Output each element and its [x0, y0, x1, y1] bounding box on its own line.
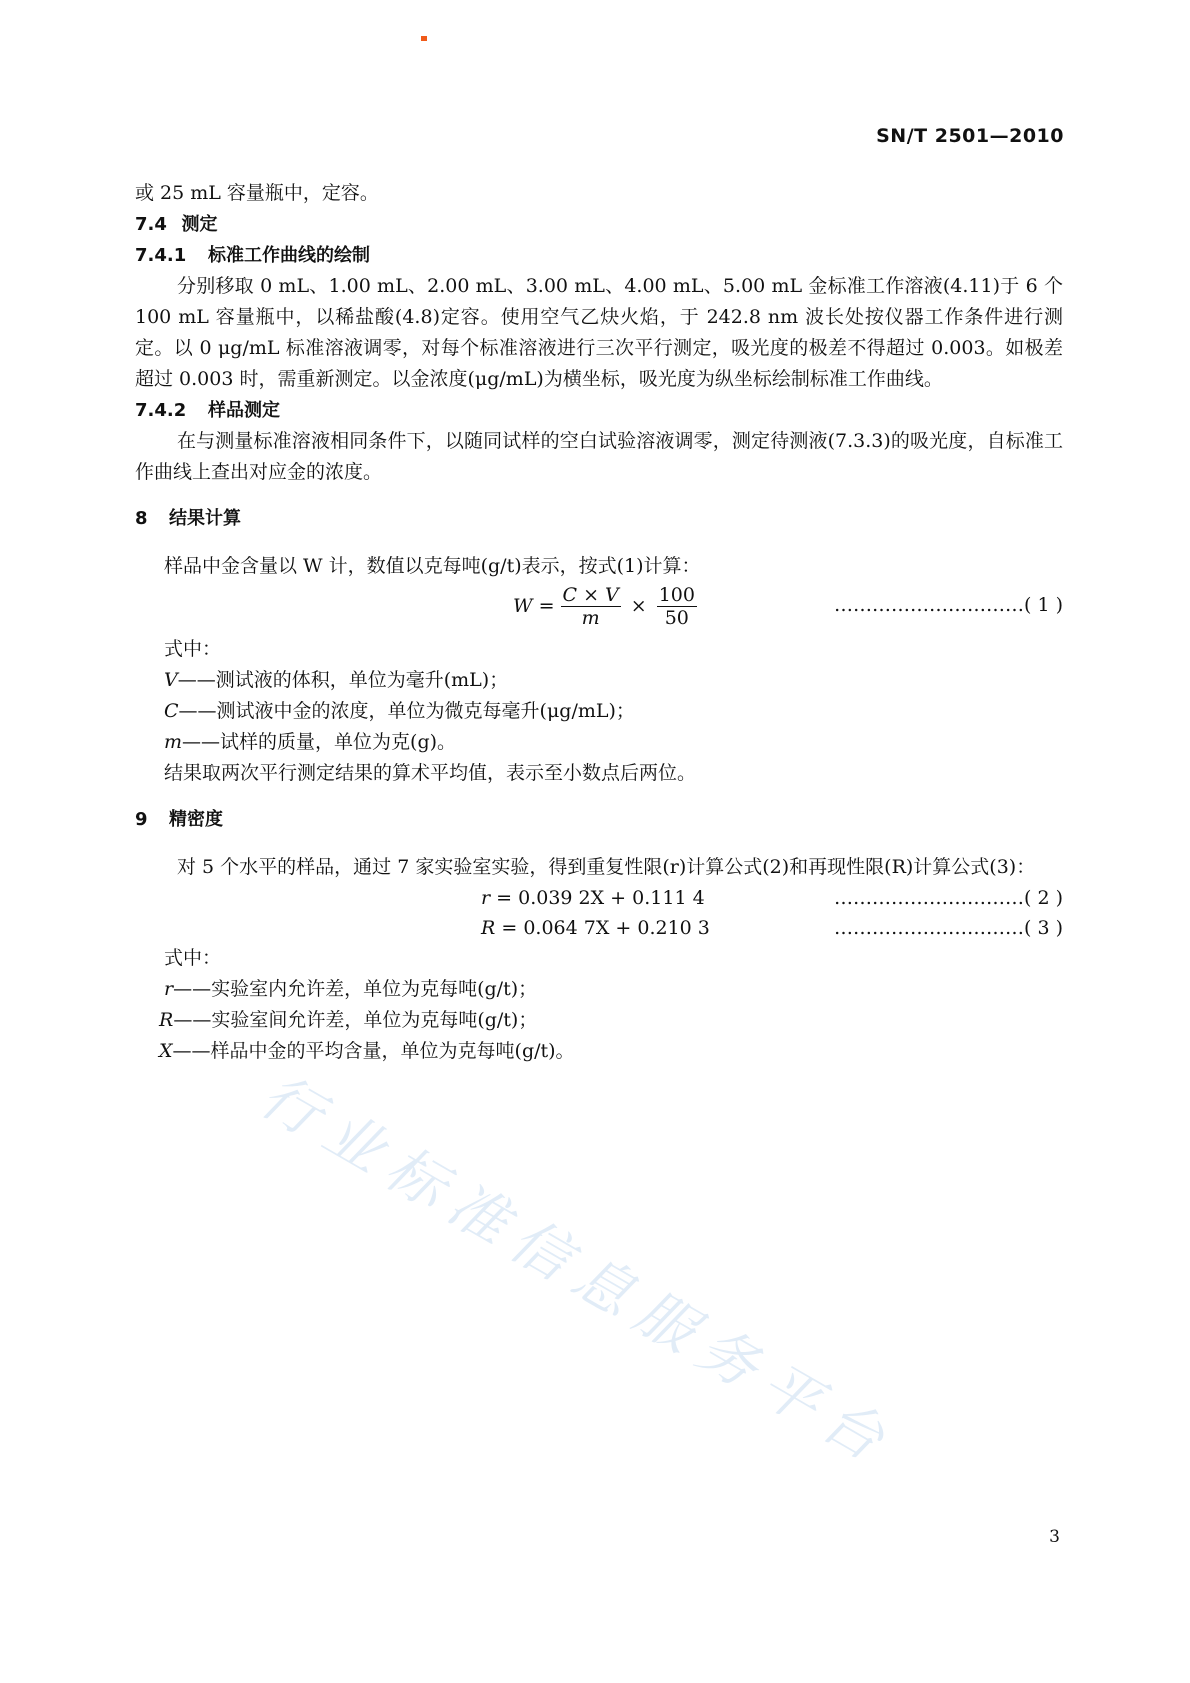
heading-number: 7.4 [135, 214, 167, 235]
formula-1 [135, 584, 1063, 630]
orange-dot-mark [421, 36, 427, 41]
denominator: m [581, 607, 600, 629]
definition-row [135, 974, 1063, 1005]
formula-2 [135, 883, 1063, 913]
definition-row [135, 665, 1063, 696]
definition-text: ——实验室内允许差，单位为克每吨(g/t)； [173, 978, 538, 1000]
where-label-9: 式中： [164, 947, 222, 969]
heading-title: 标准工作曲线的绘制 [208, 245, 370, 266]
definition-text: ——测试液中金的浓度，单位为微克每毫升(μg/mL)； [178, 700, 635, 722]
variable: R [159, 1009, 174, 1031]
denominator: 50 [664, 607, 689, 629]
paragraph-7-4-1: 分别移取 0 mL、1.00 mL、2.00 mL、3.00 mL、4.00 mL、5.00 mL 金标准工作溶液(4.11)于 6 个 100 mL 容量瓶中，以稀盐酸(4.8)定容。使用空气乙炔火焰，于 242.8 nm 波长处按仪器工作条件进行测定。以 0 μg/mL 标准溶液调零，对每个标准溶液进行三次平行测定，吸光度的极差不得超过 0.003。如极差超过 0.003 时，需重新测定。以金浓度(μg/mL)为横坐标，吸光度为纵坐标绘制标准工作曲线。 [135, 275, 1063, 390]
heading-8 [135, 503, 1063, 534]
numerator: 100 [658, 584, 695, 606]
heading-7-4-1 [135, 240, 1063, 271]
definition-text: ——试样的质量，单位为克(g)。 [182, 731, 457, 753]
variable: C [164, 700, 179, 722]
times-sign: × [630, 595, 647, 617]
heading-title: 精密度 [169, 809, 223, 830]
definition-text: ——实验室间允许差，单位为克每吨(g/t)； [173, 1009, 538, 1031]
fraction-100-50 [657, 584, 697, 629]
formula-lhs: W = [513, 595, 555, 617]
heading-title: 测定 [181, 214, 218, 235]
page-number: 3 [1049, 1527, 1060, 1547]
watermark: 行业标准信息服务平台 [249, 1061, 908, 1481]
variable: m [164, 731, 183, 753]
definition-row [135, 1036, 1063, 1067]
standard-code: SN/T 2501—2010 [876, 125, 1064, 147]
variable: X [159, 1040, 173, 1062]
definition-text: ——样品中金的平均含量，单位为克每吨(g/t)。 [172, 1040, 575, 1062]
variable: r [164, 978, 174, 1000]
definition-row [135, 696, 1063, 727]
definition-text: ——测试液的体积，单位为毫升(mL)； [177, 669, 509, 691]
intro-9: 对 5 个水平的样品，通过 7 家实验室实验，得到重复性限(r)计算公式(2)和再现性限(R)计算公式(3)： [177, 856, 1036, 878]
heading-title: 结果计算 [169, 508, 241, 529]
heading-number: 7.4.2 [135, 400, 187, 421]
result-statement: 结果取两次平行测定结果的算术平均值，表示至小数点后两位。 [164, 762, 697, 784]
formula-rhs: = 0.064 7X + 0.210 3 [501, 917, 710, 939]
intro-8: 样品中金含量以 W 计，数值以克每吨(g/t)表示，按式(1)计算： [164, 555, 701, 577]
heading-title: 样品测定 [208, 400, 280, 421]
heading-number: 7.4.1 [135, 245, 187, 266]
fraction-cv-m [561, 584, 621, 629]
heading-number: 9 [135, 809, 148, 830]
equation-number-1: …………………………( 1 ) [834, 594, 1063, 616]
heading-9 [135, 804, 1063, 835]
variable: r [481, 887, 491, 909]
equation-number-3: …………………………( 3 ) [834, 917, 1063, 939]
formula-rhs: = 0.039 2X + 0.111 4 [496, 887, 705, 909]
definition-row [135, 1005, 1063, 1036]
definition-row [135, 727, 1063, 758]
document-body [135, 178, 1063, 1067]
continued-line: 或 25 mL 容量瓶中，定容。 [135, 182, 379, 204]
variable: V [164, 669, 178, 691]
heading-number: 8 [135, 508, 148, 529]
heading-7-4-2 [135, 395, 1063, 426]
numerator: C × V [562, 584, 619, 606]
paragraph-7-4-2: 在与测量标准溶液相同条件下，以随同试样的空白试验溶液调零，测定待测液(7.3.3)的吸光度，自标准工作曲线上查出对应金的浓度。 [135, 430, 1063, 483]
formula-3 [135, 913, 1063, 943]
variable: R [481, 917, 496, 939]
equation-number-2: …………………………( 2 ) [834, 887, 1063, 909]
heading-7-4 [135, 209, 1063, 240]
where-label-8: 式中： [164, 638, 222, 660]
